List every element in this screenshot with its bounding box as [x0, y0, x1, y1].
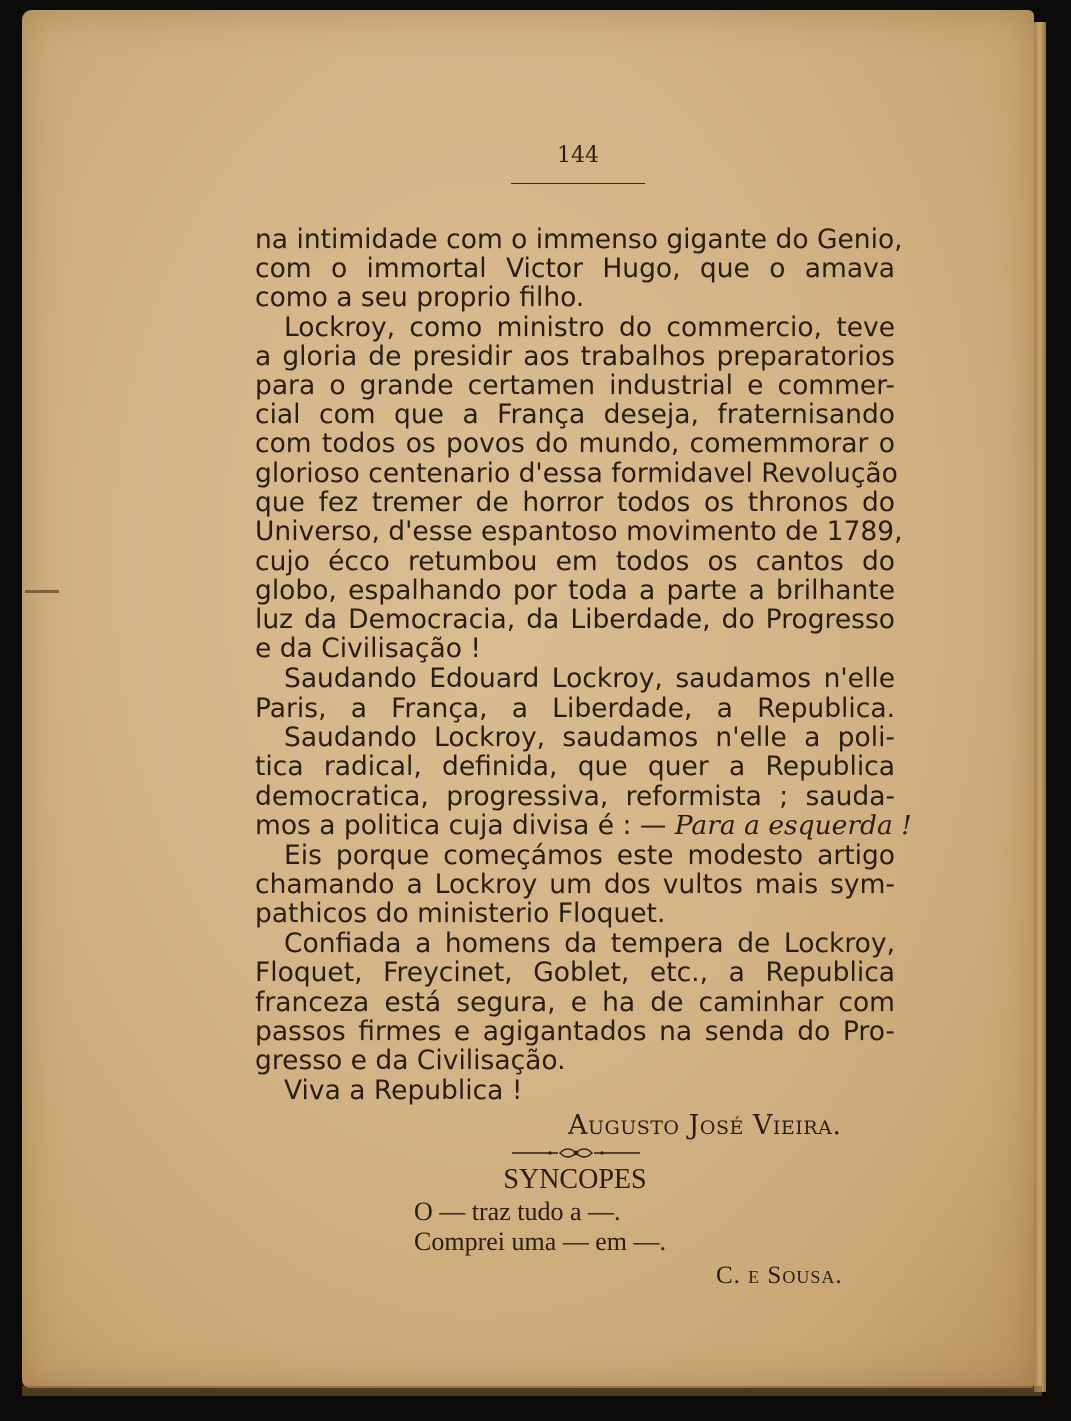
body-line: passos firmes e agigantados na senda do Pro-	[255, 1016, 895, 1047]
body-line: com o immortal Victor Hugo, que o amava	[255, 253, 895, 284]
body-line: e da Civilisação !	[255, 633, 481, 664]
section-author: C. e Sousa.	[716, 1262, 843, 1289]
body-line: Floquet, Freycinet, Goblet, etc., a Republica	[255, 957, 895, 988]
body-line: na intimidade com o immenso gigante do Genio,	[255, 224, 903, 255]
body-line: com todos os povos do mundo, comemmorar o	[255, 428, 895, 459]
book-spine	[1034, 22, 1046, 1392]
body-line: pathicos do ministerio Floquet.	[255, 898, 666, 929]
body-line: Confiada a homens da tempera de Lockroy,	[284, 928, 895, 959]
page-edge-shadow	[22, 1386, 1042, 1396]
body-line: Saudando Edouard Lockroy, saudamos n'elle	[284, 663, 895, 694]
body-line: cial com que a França deseja, fraternisando	[255, 399, 895, 430]
body-line: que fez tremer de horror todos os thronos do	[255, 487, 895, 518]
motto-lead: mos a politica cuja divisa é : —	[255, 810, 667, 841]
body-line-motto	[255, 810, 912, 841]
body-line: cujo écco retumbou em todos os cantos do	[255, 546, 895, 577]
body-line: como a seu proprio filho.	[255, 282, 585, 313]
body-line: Saudando Lockroy, saudamos n'elle a poli-	[284, 722, 895, 753]
body-line: gresso e da Civilisação.	[255, 1045, 566, 1076]
header-rule	[511, 183, 645, 184]
body-line: democratica, progressiva, reformista ; sauda-	[255, 781, 895, 812]
section-title: SYNCOPES	[503, 1164, 647, 1195]
body-line: Eis porque começámos este modesto artigo	[284, 840, 895, 871]
puzzle-line: Comprei uma — em —.	[414, 1227, 667, 1256]
body-line: a gloria de presidir aos trabalhos preparatorios	[255, 341, 895, 372]
signature: Augusto José Vieira.	[568, 1110, 842, 1141]
body-line: tica radical, definida, que quer a Republica	[255, 751, 895, 782]
body-line: Viva a Republica !	[284, 1075, 523, 1106]
body-line: Lockroy, como ministro do commercio, teve	[284, 312, 895, 343]
body-line: franceza está segura, e ha de caminhar com	[255, 987, 895, 1018]
body-line: Paris, a França, a Liberdade, a Republica.	[255, 693, 895, 724]
body-line: Universo, d'esse espantoso movimento de 1789,	[255, 516, 903, 547]
puzzle-line: O — traz tudo a —.	[414, 1197, 621, 1226]
margin-mark	[25, 590, 59, 593]
body-line: glorioso centenario d'essa formidavel Revolução	[255, 458, 898, 489]
body-line: luz da Democracia, da Liberdade, do Progresso	[255, 604, 895, 635]
motto-text: Para a esquerda !	[674, 810, 912, 841]
body-line: chamando a Lockroy um dos vultos mais sym-	[255, 869, 895, 900]
body-line: globo, espalhando por toda a parte a brilhante	[255, 575, 895, 606]
page-number: 144	[557, 143, 599, 168]
ornament-divider	[510, 1144, 642, 1162]
body-line: para o grande certamen industrial e commer-	[255, 370, 895, 401]
